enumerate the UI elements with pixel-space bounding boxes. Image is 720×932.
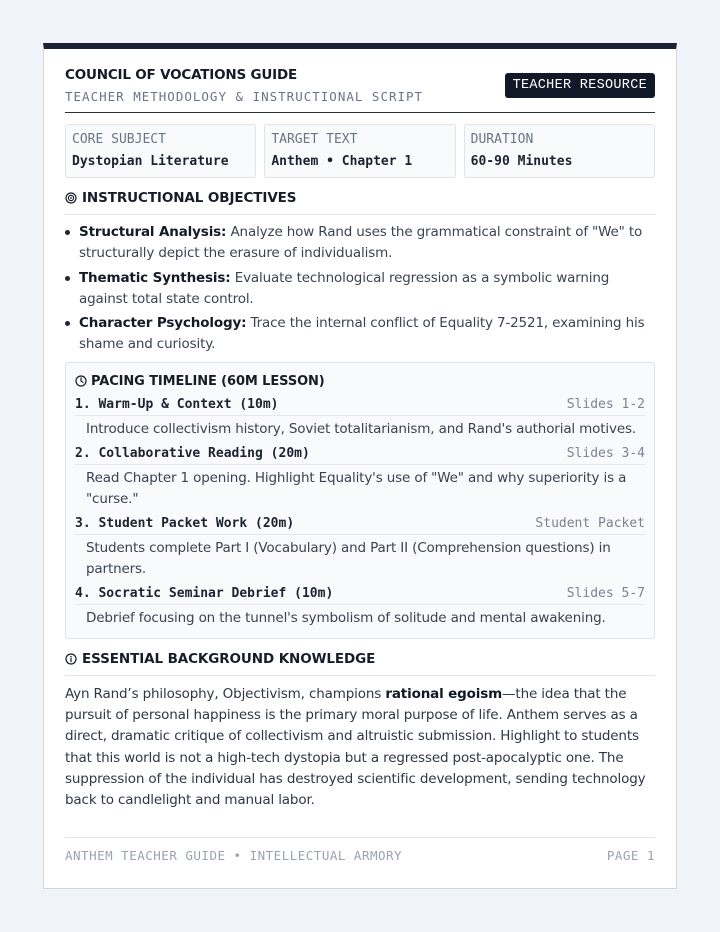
guide-title: COUNCIL OF VOCATIONS GUIDE [65,67,297,83]
background-paragraph [65,684,655,811]
meta-value: Anthem • Chapter 1 [271,154,413,169]
meta-core-subject [65,124,256,178]
timeline-step [75,394,645,416]
objective-term: Thematic Synthesis: [79,269,231,286]
clock-icon [75,375,87,387]
page-header [65,49,655,113]
timeline-step [75,513,645,535]
guide-page [43,43,677,889]
meta-label: TARGET TEXT [271,132,358,147]
list-item [65,222,655,264]
meta-target-text [264,124,455,178]
step-title: 3. Student Packet Work (20m) [75,516,295,531]
step-title: 1. Warm-Up & Context (10m) [75,397,279,412]
step-description: Students complete Part I (Vocabulary) and Part II (Comprehension questions) in partners. [86,540,611,577]
footer-title: ANTHEM TEACHER GUIDE • INTELLECTUAL ARMORY [65,848,403,863]
meta-duration [464,124,655,178]
step-ref: Student Packet [535,516,645,531]
lesson-meta [65,124,655,178]
meta-label: DURATION [470,132,534,147]
step-ref: Slides 1-2 [566,397,645,412]
objective-term: Character Psychology: [79,315,247,331]
timeline-step [75,583,645,605]
target-icon [65,192,77,204]
background-intro: Ayn Rand’s philosophy, Objectivism, champions [65,686,386,702]
teacher-resource-badge: TEACHER RESOURCE [505,73,655,98]
step-ref: Slides 5-7 [566,586,645,601]
objective-text: Evaluate technological regression as a symbolic warning against total state control. [79,269,610,307]
background-heading [65,643,655,676]
guide-subtitle: TEACHER METHODOLOGY & INSTRUCTIONAL SCRIPT [65,89,424,104]
objectives-list [65,222,655,355]
meta-label: CORE SUBJECT [72,132,166,147]
step-description: Introduce collectivism history, Soviet totalitarianism, and Rand's authorial motives. [86,421,637,437]
objectives-heading [65,182,655,215]
objectives-heading-text: INSTRUCTIONAL OBJECTIVES [82,190,297,206]
pacing-timeline [65,362,655,639]
timeline-heading-text: PACING TIMELINE (60M LESSON) [91,373,325,389]
objective-term: Structural Analysis: [79,224,227,240]
timeline-step [75,443,645,465]
step-title: 2. Collaborative Reading (20m) [75,446,310,461]
background-emphasis: rational egoism [385,686,503,702]
background-rest: —the idea that the pursuit of personal happiness is the primary moral purpose of life. Anthem serves as a direct, dramatic critique of collectivism and altruistic submission. Highlight to students that this world is not a high-tech dystopia but a regressed post-apocalyptic one. The suppression of the individual has destroyed scientific development, sending technology back to candlelight and manual labor. [65,686,646,809]
info-icon [65,653,77,665]
meta-value: Dystopian Literature [72,154,229,169]
step-title: 4. Socratic Seminar Debrief (10m) [75,586,334,601]
list-item [65,313,655,355]
background-heading-text: ESSENTIAL BACKGROUND KNOWLEDGE [82,651,376,667]
objective-text: Analyze how Rand uses the grammatical constraint of "We" to structurally depict the erasure of individualism. [79,224,643,261]
page-number: PAGE 1 [606,848,655,863]
page-footer [65,837,655,863]
step-ref: Slides 3-4 [566,446,645,461]
step-description: Read Chapter 1 opening. Highlight Equality's use of "We" and why superiority is a "curse." [86,470,627,507]
step-description: Debrief focusing on the tunnel's symbolism of solitude and mental awakening. [86,610,606,626]
list-item [65,268,655,310]
meta-value: 60-90 Minutes [470,154,573,169]
objective-text: Trace the internal conflict of Equality 7-2521, examining his shame and curiosity. [79,315,645,352]
timeline-heading [75,371,645,391]
